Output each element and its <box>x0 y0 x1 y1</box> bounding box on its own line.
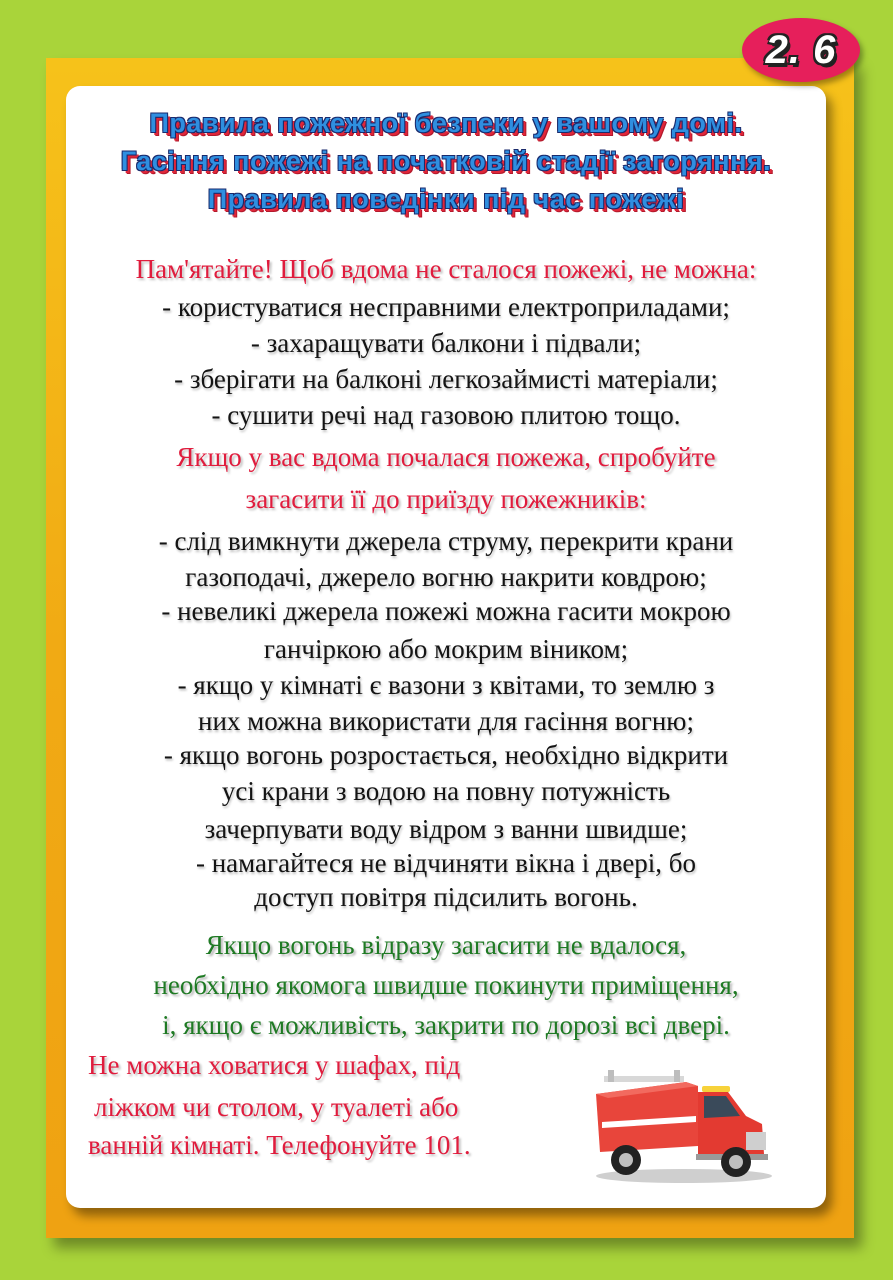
evacuation-line: і, якщо є можливість, закрити по дорозі всі двері. <box>162 1010 730 1040</box>
instruction-line: - якщо у кімнаті є вазони з квітами, то землю з <box>177 670 715 700</box>
page-title <box>66 104 826 218</box>
instruction-line: - слід вимкнути джерела струму, перекрити крани <box>158 526 734 556</box>
section-heading-fire-started: Якщо у вас вдома почалася пожежа, спробуйте <box>176 442 716 472</box>
page-number: 2. 6 <box>765 27 837 72</box>
warning-line: Не можна ховатися у шафах, під <box>88 1050 461 1080</box>
evacuation-line: Якщо вогонь відразу загасити не вдалося, <box>205 930 687 960</box>
rule-item: - захаращувати балкони і підвали; <box>250 328 642 358</box>
instruction-line: ганчіркою або мокрим віником; <box>263 634 629 664</box>
rule-item: - сушити речі над газовою плитою тощо. <box>211 400 681 430</box>
instruction-line: них можна використати для гасіння вогню; <box>198 706 694 736</box>
fire-truck-icon <box>586 1066 776 1186</box>
content-card <box>66 86 826 1208</box>
page-number-badge <box>742 18 860 82</box>
evacuation-line: необхідно якомога швидше покинути приміщення, <box>153 970 739 1000</box>
section-heading-fire-started: загасити її до приїзду пожежників: <box>245 484 647 514</box>
instruction-line: - невеликі джерела пожежі можна гасити мокрою <box>161 596 731 626</box>
warning-line: ліжком чи столом, у туалеті або <box>94 1092 459 1122</box>
instruction-line: газоподачі, джерело вогню накрити ковдрою; <box>185 562 707 592</box>
title-line: Правила поведінки під час пожежі <box>207 184 685 214</box>
instruction-line: - якщо вогонь розростається, необхідно відкрити <box>163 740 729 770</box>
rule-item: - зберігати на балконі легкозаймисті матеріали; <box>174 364 718 394</box>
instruction-line: усі крани з водою на повну потужність <box>221 776 671 806</box>
title-line: Гасіння пожежі на початковій стадії загоряння. <box>120 146 772 176</box>
instruction-line: зачерпувати воду відром з ванни швидше; <box>204 814 688 844</box>
title-line: Правила пожежної безпеки у вашому домі. <box>149 108 743 138</box>
rule-item: - користуватися несправними електроприладами; <box>162 292 730 322</box>
section-heading-remember: Пам'ятайте! Щоб вдома не сталося пожежі, не можна: <box>135 254 757 284</box>
instruction-line: доступ повітря підсилить вогонь. <box>254 882 638 912</box>
warning-line: ванній кімнаті. Телефонуйте 101. <box>88 1130 471 1160</box>
instruction-line: - намагайтеся не відчиняти вікна і двері, бо <box>195 848 697 878</box>
